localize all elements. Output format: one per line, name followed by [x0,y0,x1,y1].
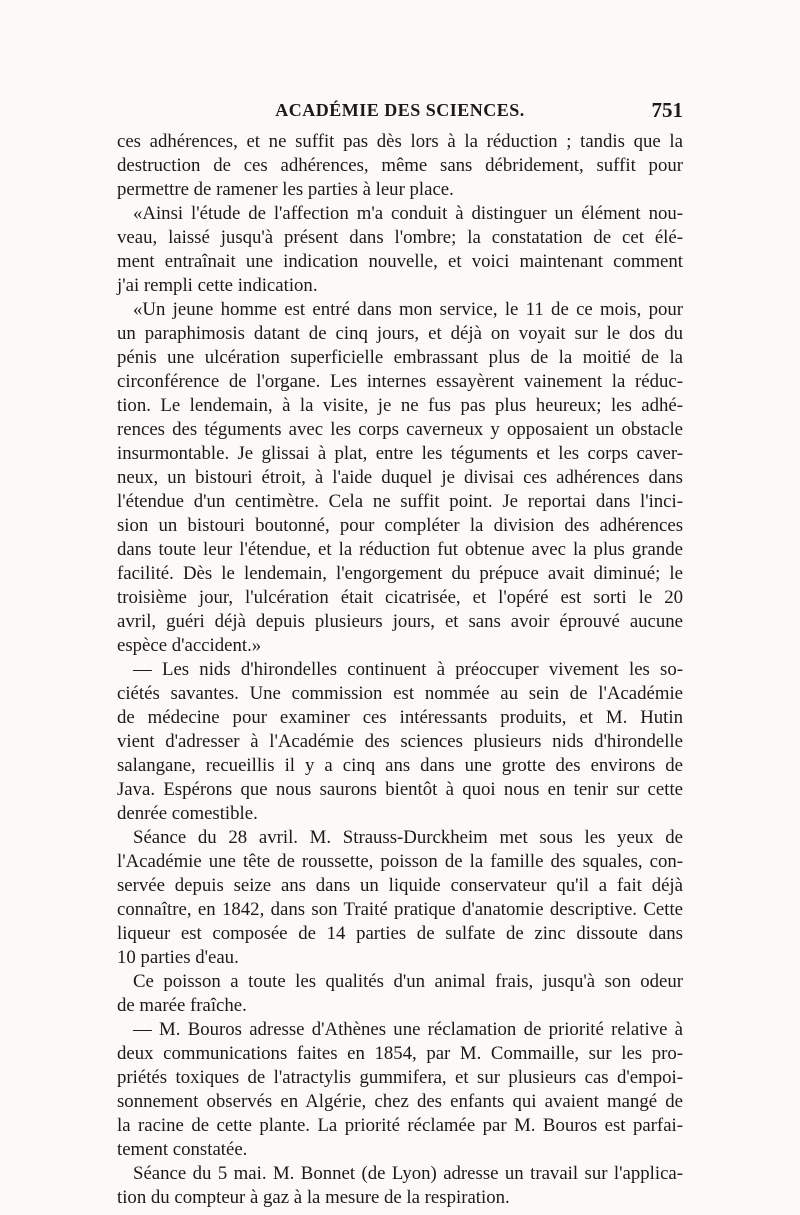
text-line: connaître, en 1842, dans son Traité pratique d'anatomie descriptive. Cette [117,899,683,920]
text-line: circonférence de l'organe. Les internes essayèrent vainement la réduc- [117,371,683,392]
text-line: veau, laissé jusqu'à présent dans l'ombre; la constatation de cet élé- [117,227,683,248]
text-line: neux, un bistouri étroit, à l'aide duquel je divisai ces adhérences dans [117,467,683,488]
text-line: permettre de ramener les parties à leur place. [117,179,454,200]
text-line: la racine de cette plante. La priorité réclamée par M. Bouros est parfai- [117,1115,683,1136]
text-line: j'ai rempli cette indication. [117,275,318,296]
text-line: espèce d'accident.» [117,635,262,656]
text-line: l'étendue d'un centimètre. Cela ne suffit point. Je reportai dans l'inci- [117,491,683,512]
page-number: 751 [651,98,683,122]
text-line: tion. Le lendemain, à la visite, je ne fus pas plus heureux; les adhé- [117,395,683,416]
text-line: rences des téguments avec les corps caverneux y opposaient un obstacle [117,419,683,440]
text-line: destruction de ces adhérences, même sans débridement, suffit pour [117,155,683,176]
text-line: salangane, recueillis il y a cinq ans dans une grotte des environs de [117,755,683,776]
text-line: Séance du 5 mai. M. Bonnet (de Lyon) adresse un travail sur l'applica- [133,1163,683,1184]
text-line: ment entraînait une indication nouvelle, et voici maintenant comment [117,251,683,272]
text-line: «Un jeune homme est entré dans mon service, le 11 de ce mois, pour [133,299,683,320]
text-line: deux communications faites en 1854, par M. Commaille, sur les pro- [117,1043,683,1064]
text-line: priétés toxiques de l'atractylis gummifera, et sur plusieurs cas d'empoi- [117,1067,683,1088]
text-line: pénis une ulcération superficielle embrassant plus de la moitié de la [117,347,683,368]
text-line: insurmontable. Je glissai à plat, entre les téguments et les corps caver- [117,443,683,464]
text-line: dans toute leur l'étendue, et la réduction fut obtenue avec la plus grande [117,539,683,560]
page-header [117,100,683,130]
text-line: avril, guéri déjà depuis plusieurs jours, et sans avoir éprouvé aucune [117,611,683,632]
text-line: denrée comestible. [117,803,258,824]
text-line: ces adhérences, et ne suffit pas dès lors à la réduction ; tandis que la [117,131,683,152]
text-line: de médecine pour examiner ces intéressants produits, et M. Hutin [117,707,683,728]
text-line: vient d'adresser à l'Académie des sciences plusieurs nids d'hirondelle [117,731,683,752]
running-title: ACADÉMIE DES SCIENCES. [275,100,525,120]
text-line: l'Académie une tête de roussette, poisson de la famille des squales, con- [117,851,683,872]
text-line: facilité. Dès le lendemain, l'engorgement du prépuce avait diminué; le [117,563,683,584]
text-line: — Les nids d'hirondelles continuent à préoccuper vivement les so- [133,659,683,680]
text-line: de marée fraîche. [117,995,247,1016]
text-line: Java. Espérons que nous saurons bientôt à quoi nous en tenir sur cette [117,779,683,800]
text-line: sion un bistouri boutonné, pour compléter la division des adhérences [117,515,683,536]
text-line: Séance du 28 avril. M. Strauss-Durckheim met sous les yeux de [133,827,683,848]
text-line: — M. Bouros adresse d'Athènes une réclamation de priorité relative à [133,1019,683,1040]
text-line: troisième jour, l'ulcération était cicatrisée, et l'opéré est sorti le 20 [117,587,683,608]
text-line: Ce poisson a toute les qualités d'un animal frais, jusqu'à son odeur [133,971,683,992]
text-line: tement constatée. [117,1139,248,1160]
body-text [117,130,683,1210]
text-line: liqueur est composée de 14 parties de sulfate de zinc dissoute dans [117,923,683,944]
text-line: ciétés savantes. Une commission est nommée au sein de l'Académie [117,683,683,704]
text-line: un paraphimosis datant de cinq jours, et déjà on voyait sur le dos du [117,323,683,344]
text-line: sonnement observés en Algérie, chez des enfants qui avaient mangé de [117,1091,683,1112]
text-line: servée depuis seize ans dans un liquide conservateur qu'il a fait déjà [117,875,683,896]
text-line: 10 parties d'eau. [117,947,239,968]
text-line: tion du compteur à gaz à la mesure de la respiration. [117,1187,510,1208]
text-line: «Ainsi l'étude de l'affection m'a conduit à distinguer un élément nou- [133,203,683,224]
